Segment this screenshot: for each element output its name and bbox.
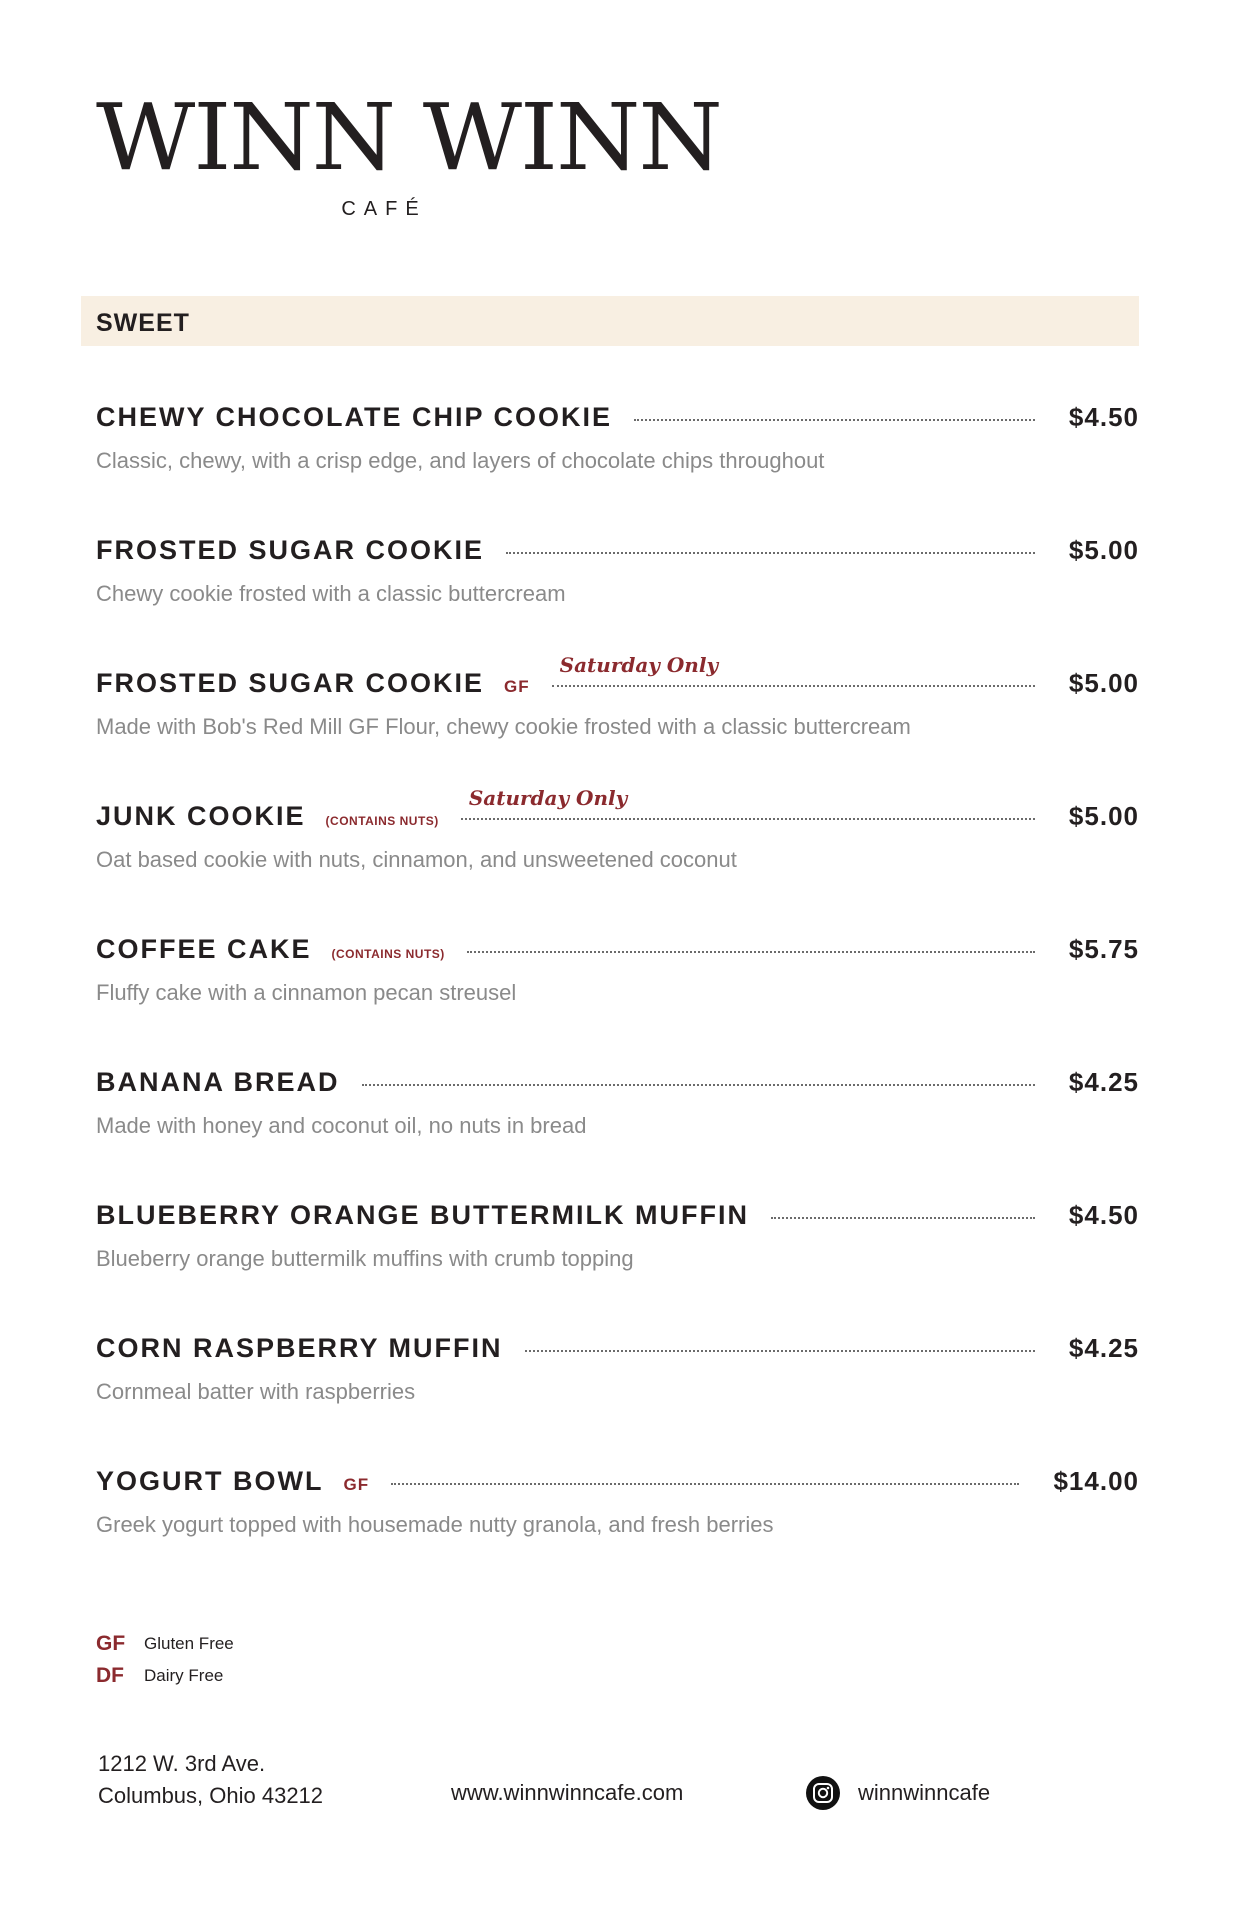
item-price: $5.00 xyxy=(1068,801,1139,831)
item-description: Blueberry orange buttermilk muffins with crumb topping xyxy=(96,1246,634,1271)
item-name: COFFEE CAKE xyxy=(96,934,312,964)
menu-item xyxy=(96,1200,1139,1333)
menu-item xyxy=(96,1466,1139,1599)
section-header xyxy=(81,296,1139,346)
section-title: SWEET xyxy=(96,309,190,337)
item-price: $5.00 xyxy=(1068,668,1139,698)
item-price: $4.50 xyxy=(1068,1200,1139,1230)
item-tag: GF xyxy=(504,677,530,696)
item-description: Made with Bob's Red Mill GF Flour, chewy cookie frosted with a classic buttercream xyxy=(96,714,911,739)
menu-list xyxy=(96,402,1139,1599)
item-name: JUNK COOKIE xyxy=(96,801,306,831)
dot-leader xyxy=(552,653,1035,687)
menu-item xyxy=(96,1067,1139,1200)
menu-item-row xyxy=(96,1333,1139,1367)
item-description: Oat based cookie with nuts, cinnamon, and unsweetened coconut xyxy=(96,847,737,872)
item-price: $4.50 xyxy=(1068,402,1139,432)
dot-leader xyxy=(467,951,1035,953)
menu-item xyxy=(96,653,1139,801)
item-description: Greek yogurt topped with housemade nutty granola, and fresh berries xyxy=(96,1512,774,1537)
dietary-legend xyxy=(96,1628,234,1692)
item-name: BANANA BREAD xyxy=(96,1067,340,1097)
menu-item xyxy=(96,535,1139,668)
menu-item-row xyxy=(96,653,1139,702)
dot-leader xyxy=(362,1084,1035,1086)
menu-item-row xyxy=(96,786,1139,835)
menu-item-row xyxy=(96,1200,1139,1234)
menu-item-row xyxy=(96,535,1139,569)
item-description: Cornmeal batter with raspberries xyxy=(96,1379,416,1404)
address-line-1: 1212 W. 3rd Ave. xyxy=(98,1751,266,1776)
dot-leader xyxy=(391,1483,1019,1485)
item-price: $14.00 xyxy=(1053,1466,1139,1496)
legend-code: GF xyxy=(96,1632,126,1655)
item-name: FROSTED SUGAR COOKIE xyxy=(96,535,485,565)
item-price: $4.25 xyxy=(1068,1067,1139,1097)
item-description: Classic, chewy, with a crisp edge, and layers of chocolate chips throughout xyxy=(96,448,825,473)
item-price: $4.25 xyxy=(1068,1333,1139,1363)
social-handle: winnwinncafe xyxy=(858,1780,991,1805)
menu-item xyxy=(96,1333,1139,1466)
menu-item-row xyxy=(96,1466,1139,1500)
logo-subtitle: CAFÉ xyxy=(341,198,427,220)
legend-row xyxy=(96,1660,234,1692)
logo-wordmark: WINN WINN xyxy=(96,84,721,191)
item-description: Chewy cookie frosted with a classic buttercream xyxy=(96,581,566,606)
item-price: $5.00 xyxy=(1068,535,1139,565)
item-tag: (CONTAINS NUTS) xyxy=(331,947,445,961)
item-name: CHEWY CHOCOLATE CHIP COOKIE xyxy=(96,402,613,432)
item-name: FROSTED SUGAR COOKIE xyxy=(96,668,485,698)
item-tag: (CONTAINS NUTS) xyxy=(325,814,439,828)
item-name: YOGURT BOWL xyxy=(96,1466,324,1496)
item-price: $5.75 xyxy=(1068,934,1139,964)
menu-item xyxy=(96,786,1139,934)
item-tag: GF xyxy=(343,1475,370,1494)
legend-label: Dairy Free xyxy=(144,1666,224,1685)
menu-item-row xyxy=(96,934,1139,968)
dot-leader xyxy=(525,1350,1035,1352)
dot-leader xyxy=(771,1217,1035,1219)
item-description: Fluffy cake with a cinnamon pecan streusel xyxy=(96,980,517,1005)
menu-item xyxy=(96,402,1139,535)
availability-note: Saturday Only xyxy=(559,653,719,677)
dot-leader xyxy=(461,786,1035,820)
menu-item-row xyxy=(96,1067,1139,1101)
cafe-logo xyxy=(96,84,721,220)
menu-item xyxy=(96,934,1139,1067)
legend-code: DF xyxy=(96,1664,124,1687)
dot-leader xyxy=(634,419,1035,421)
legend-label: Gluten Free xyxy=(144,1634,234,1653)
item-name: BLUEBERRY ORANGE BUTTERMILK MUFFIN xyxy=(96,1200,749,1230)
website-link[interactable]: www.winnwinncafe.com xyxy=(451,1780,684,1805)
address-line-2: Columbus, Ohio 43212 xyxy=(98,1783,324,1808)
availability-note: Saturday Only xyxy=(468,786,628,810)
footer-address xyxy=(98,1748,323,1812)
menu-item-row xyxy=(96,402,1139,436)
dot-leader xyxy=(506,552,1035,554)
social-link[interactable] xyxy=(806,1776,990,1810)
item-description: Made with honey and coconut oil, no nuts in bread xyxy=(96,1113,587,1138)
instagram-icon xyxy=(806,1776,840,1810)
item-name: CORN RASPBERRY MUFFIN xyxy=(96,1333,503,1363)
legend-row xyxy=(96,1628,234,1660)
